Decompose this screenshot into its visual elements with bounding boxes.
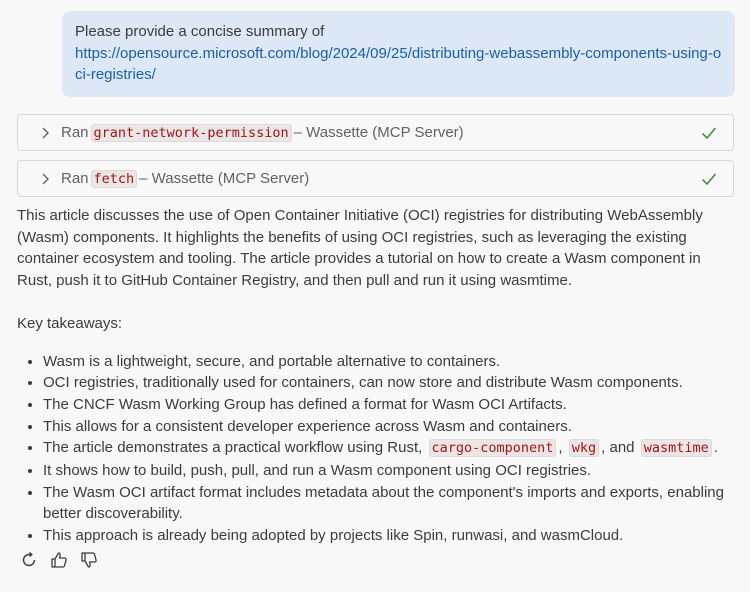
- article-link[interactable]: https://opensource.microsoft.com/blog/2024/09/25/distributing-webassembly-components-using-oci-registries/: [75, 44, 722, 83]
- thumbs-down-icon[interactable]: [80, 551, 98, 569]
- chevron-right-icon: [38, 126, 52, 140]
- list-item-text: ,: [558, 439, 563, 457]
- check-icon: [701, 125, 717, 141]
- list-item-text: The article demonstrates a practical workflow using Rust,: [43, 439, 423, 457]
- tool-call-prefix: Ran: [61, 124, 89, 141]
- inline-code: cargo-component: [429, 439, 557, 457]
- inline-code: wasmtime: [641, 439, 712, 457]
- list-item: • It shows how to build, push, pull, and run a Wasm component using OCI registries.: [43, 460, 727, 482]
- check-icon: [701, 171, 717, 187]
- list-item: • Wasm is a lightweight, secure, and portable alternative to containers.: [43, 351, 727, 373]
- tool-call-suffix: – Wassette (MCP Server): [293, 124, 464, 141]
- list-item: • This approach is already being adopted by projects like Spin, runwasi, and wasmCloud.: [43, 525, 727, 547]
- tool-call-suffix: – Wassette (MCP Server): [139, 170, 310, 187]
- tool-call-fetch[interactable]: [17, 160, 734, 197]
- chevron-right-icon: [38, 172, 52, 186]
- tool-call-prefix: Ran: [61, 170, 89, 187]
- list-item: • OCI registries, traditionally used for containers, can now store and distribute Wasm components.: [43, 372, 727, 394]
- list-item: • This allows for a consistent developer experience across Wasm and containers.: [43, 416, 727, 438]
- user-message-text: Please provide a concise summary of: [75, 23, 325, 40]
- takeaways-list: [17, 351, 727, 547]
- retry-icon[interactable]: [20, 551, 38, 569]
- tool-call-grant-network-permission[interactable]: [17, 114, 734, 151]
- thumbs-up-icon[interactable]: [50, 551, 68, 569]
- assistant-response: [17, 205, 727, 547]
- list-item: • The CNCF Wasm Working Group has defined a format for Wasm OCI Artifacts.: [43, 394, 727, 416]
- user-message: [62, 11, 735, 97]
- list-item: [43, 437, 727, 460]
- inline-code: wkg: [569, 439, 599, 457]
- tool-name: grant-network-permission: [91, 124, 292, 142]
- response-actions: [20, 551, 98, 569]
- tool-name: fetch: [91, 170, 138, 188]
- list-item-text: , and: [601, 439, 635, 457]
- list-item-text: .: [713, 439, 718, 457]
- list-item: • The Wasm OCI artifact format includes metadata about the component's imports and exports, enabling better discoverability.: [43, 482, 727, 525]
- summary-paragraph: This article discusses the use of Open Container Initiative (OCI) registries for distributing WebAssembly (Wasm) components. It highlights the benefits of using OCI registries, such as leveraging the existing container ecosystem and tooling. The article provides a tutorial on how to create a Wasm component in Rust, push it to GitHub Container Registry, and then pull and run it using wasmtime.: [17, 207, 703, 290]
- takeaways-heading: Key takeaways:: [17, 314, 123, 332]
